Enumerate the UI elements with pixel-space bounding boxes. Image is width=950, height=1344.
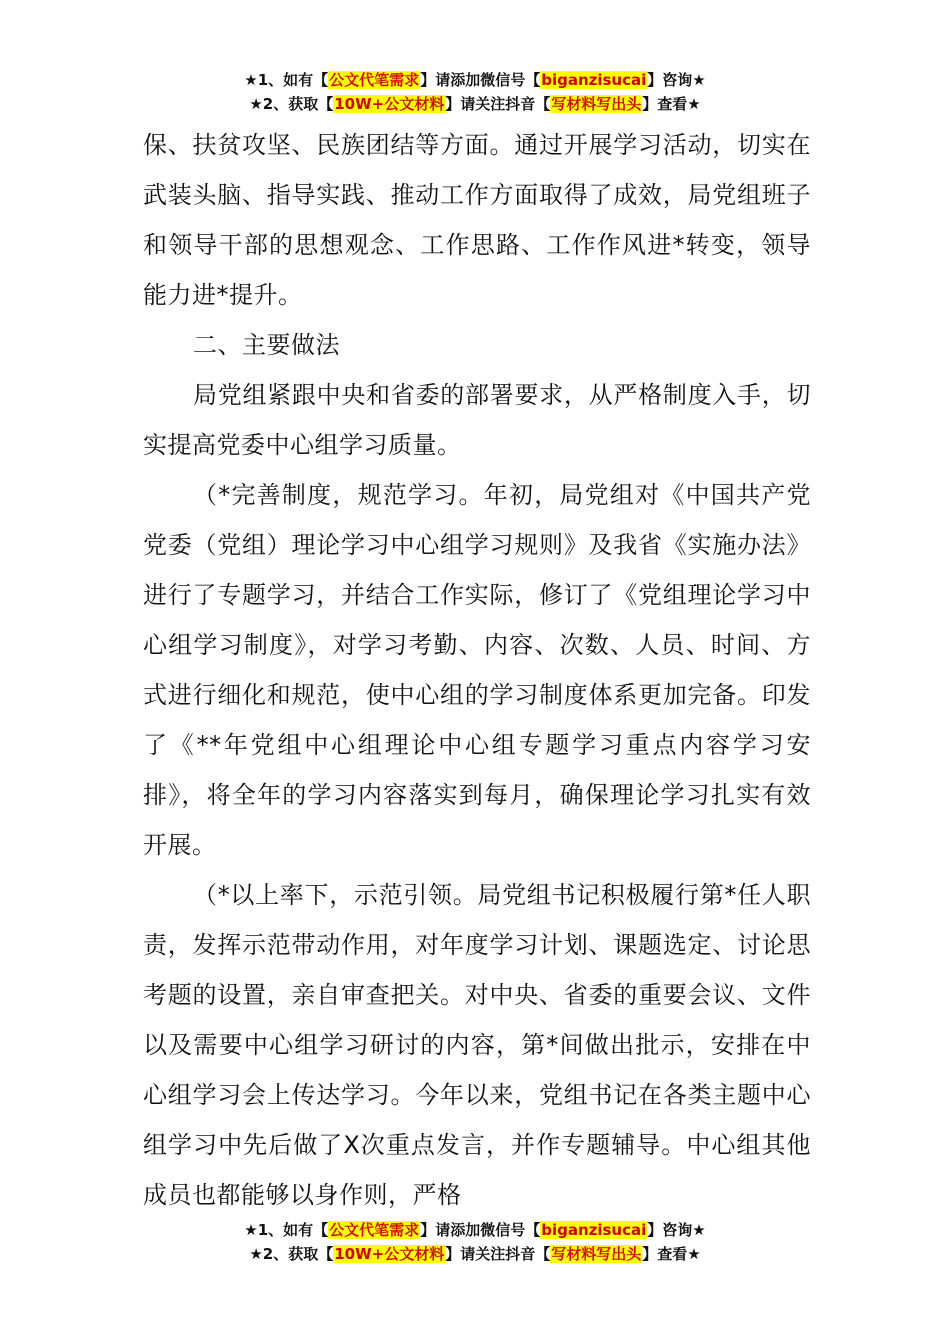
paragraph: （*完善制度，规范学习。年初，局党组对《中国共产党党委（党组）理论学习中心组学习规则》及我省《实施办法》进行了专题学习，并结合工作实际，修订了《党组理论学习中心组学习制度》，对学习考勤、内容、次数、人员、时间、方式进行细化和规范，使中心组的学习制度体系更加完备。印发了《**年党组中心组理论中心组专题学习重点内容学习安排》，将全年的学习内容落实到每月，确保理论学习扎实有效开展。 bbox=[143, 481, 811, 859]
document-body bbox=[143, 120, 811, 1220]
highlight-wechat-id: biganzisucai bbox=[541, 1221, 647, 1239]
banner-text: 】请添加微信号【 bbox=[420, 1221, 541, 1239]
banner-text: 】咨询★ bbox=[647, 71, 706, 89]
highlight-service: 公文代笔需求 bbox=[329, 1221, 420, 1239]
section-heading: 二、主要做法 bbox=[193, 331, 340, 359]
banner-text: 】请添加微信号【 bbox=[420, 71, 541, 89]
banner-text: ★1、如有【 bbox=[244, 71, 329, 89]
banner-line-2 bbox=[0, 1242, 950, 1266]
paragraph: 局党组紧跟中央和省委的部署要求，从严格制度入手，切实提高党委中心组学习质量。 bbox=[143, 381, 811, 459]
footer-banner bbox=[0, 1218, 950, 1266]
banner-text: 】查看★ bbox=[642, 95, 701, 113]
highlight-wechat-id: biganzisucai bbox=[541, 71, 647, 89]
banner-text: ★1、如有【 bbox=[244, 1221, 329, 1239]
banner-text: 】请关注抖音【 bbox=[445, 95, 551, 113]
banner-text: 】请关注抖音【 bbox=[445, 1245, 551, 1263]
banner-text: ★2、获取【 bbox=[249, 95, 334, 113]
paragraph: （*以上率下，示范引领。局党组书记积极履行第*任人职责，发挥示范带动作用，对年度学习计划、课题选定、讨论思考题的设置，亲自审查把关。对中央、省委的重要会议、文件以及需要中心组学习研讨的内容，第*间做出批示，安排在中心组学习会上传达学习。今年以来，党组书记在各类主题中心组学习中先后做了X次重点发言，并作专题辅导。中心组其他成员也都能够以身作则，严格 bbox=[143, 881, 811, 1209]
header-banner bbox=[0, 68, 950, 116]
banner-text: 】查看★ bbox=[642, 1245, 701, 1263]
highlight-douyin-account: 写材料写出头 bbox=[551, 95, 642, 113]
banner-text: ★2、获取【 bbox=[249, 1245, 334, 1263]
banner-line-1 bbox=[0, 1218, 950, 1242]
highlight-materials: 10W+公文材料 bbox=[334, 95, 445, 113]
banner-line-1 bbox=[0, 68, 950, 92]
banner-line-2 bbox=[0, 92, 950, 116]
paragraph-continuation: 保、扶贫攻坚、民族团结等方面。通过开展学习活动，切实在武装头脑、指导实践、推动工作方面取得了成效，局党组班子和领导干部的思想观念、工作思路、工作作风进*转变，领导能力进*提升。 bbox=[143, 131, 811, 309]
highlight-douyin-account: 写材料写出头 bbox=[551, 1245, 642, 1263]
banner-text: 】咨询★ bbox=[647, 1221, 706, 1239]
highlight-service: 公文代笔需求 bbox=[329, 71, 420, 89]
highlight-materials: 10W+公文材料 bbox=[334, 1245, 445, 1263]
